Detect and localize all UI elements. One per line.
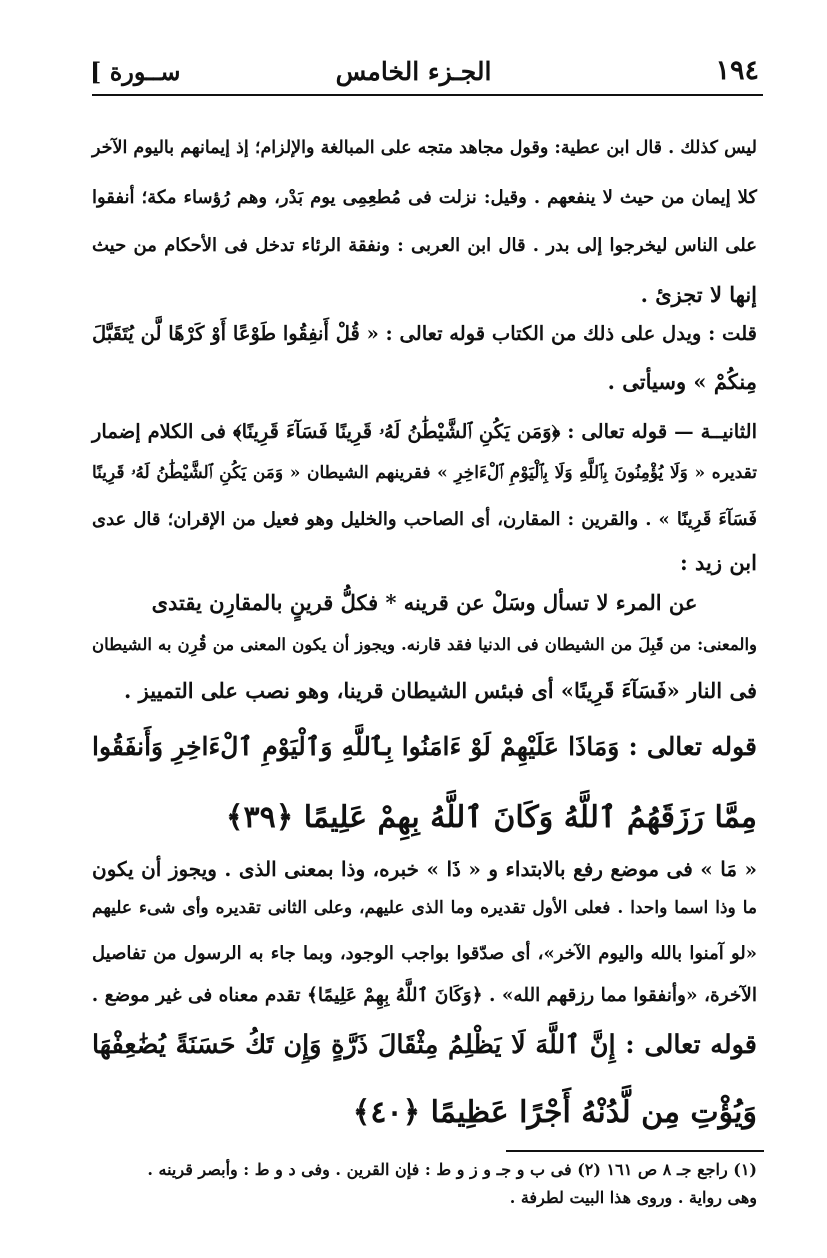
page-header [60, 55, 767, 91]
text-line: فَسَآءَ قَرِينًا » . والقرين : المقارن، أى الصاحب والخليل وهو فعيل من الإقران؛ قال عدى [92, 509, 757, 530]
text-line: مِنكُمْ » وسيأتى . [607, 369, 757, 394]
quran-verse-line: وَيُؤْتِ مِن لَّدُنْهُ أَجْرًا عَظِيمًا ﴿٤٠﴾ [352, 1095, 757, 1130]
text-line: قلت : ويدل على ذلك من الكتاب قوله تعالى : « قُلْ أَنفِقُوا طَوْعًا أَوْ كَرْهًا لَّن يُتَقَبَّلَ [92, 322, 757, 345]
text-line: إنها لا تجزئ . [640, 282, 757, 307]
text-line: فى النار «فَسَآءَ قَرِينًا» أى فبئس الشيطان قرينا، وهو نصب على التمييز . [124, 678, 757, 703]
text-line: ليس كذلك . قال ابن عطية: وقول مجاهد متجه على المبالغة والإلزام؛ إذ إيمانهم باليوم الآخر [92, 138, 757, 158]
quran-verse-line: قوله تعالى : وَمَاذَا عَلَيْهِمْ لَوْ ءَامَنُوا بِٱللَّهِ وَٱلْيَوْمِ ٱلْءَاخِرِ وَأَنفَقُوا [92, 732, 757, 761]
text-line: «لو آمنوا بالله واليوم الآخر»، أى صدّقوا بواجب الوجود، وبما جاء به الرسول من تفاصيل [92, 943, 757, 964]
text-line: ابن زيد : [679, 550, 757, 575]
surah-label: [ ســورة [90, 57, 181, 86]
footnote-line: (١) راجع جـ ٨ ص ١٦١ (٢) فى ب و جـ و ز و ط : فإن القرين . وفى د و ط : وأبصر قرينه . [147, 1160, 757, 1179]
part-title: الجـزء الخامس [335, 57, 492, 86]
header-rule [92, 94, 763, 96]
text-line: على الناس ليخرجوا إلى بدر . قال ابن العربى : ونفقة الرئاء تدخل فى الأحكام من حيث [92, 235, 757, 256]
text-line: « مَا » فى موضع رفع بالابتداء و « ذَا » خبره، وذا بمعنى الذى . ويجوز أن يكون [92, 857, 757, 881]
footnote-rule [506, 1150, 764, 1152]
text-line: الثانيــة — قوله تعالى : ﴿وَمَن يَكُنِ ٱلشَّيْطَٰنُ لَهُۥ قَرِينًا فَسَآءَ قَرِينًا﴾ فى الكلام إضمار [92, 420, 757, 443]
text-line: تقديره « وَلَا يُؤْمِنُونَ بِٱللَّهِ وَلَا بِٱلْيَوْمِ ٱلْءَاخِرِ » فقرينهم الشيطان « وَمَن يَكُنِ ٱلشَّيْطَٰنُ لَهُۥ قَرِينًا [92, 463, 757, 483]
poem-verse: عن المرء لا تسأل وسَلْ عن قرينه * فكلُّ قرينٍ بالمقارِن يقتدى [151, 590, 698, 615]
text-line: الآخرة، «وأنفقوا مما رزقهم الله» . ﴿وَكَانَ ٱللَّهُ بِهِمْ عَلِيمًا﴾ تقدم معناه فى غير موضع . [91, 985, 757, 1006]
text-line: كلا إيمان من حيث لا ينفعهم . وقيل: نزلت فى مُطعِمِى يوم بَدْر، وهم رُؤساء مكة؛ أنفقوا [92, 187, 757, 208]
quran-verse-line: مِمَّا رَزَقَهُمُ ٱللَّهُ وَكَانَ ٱللَّهُ بِهِمْ عَلِيمًا ﴿٣٩﴾ [225, 800, 757, 835]
quran-verse-line: قوله تعالى : إِنَّ ٱللَّهَ لَا يَظْلِمُ مِثْقَالَ ذَرَّةٍ وَإِن تَكُ حَسَنَةً يُضَٰعِفْهَا [92, 1030, 757, 1060]
footnote-line: وهى رواية . وروى هذا البيت لطرفة . [509, 1188, 757, 1207]
text-line: ما وذا اسما واحدا . فعلى الأول تقديره وما الذى عليهم، وعلى الثانى تقديره وأى شىء عليهم [92, 898, 757, 918]
text-line: والمعنى: من قَبِلَ من الشيطان فى الدنيا فقد قارنه. ويجوز أن يكون المعنى من قُرِن به الشيطان [92, 635, 757, 654]
page-number: ١٩٤ [715, 55, 759, 86]
